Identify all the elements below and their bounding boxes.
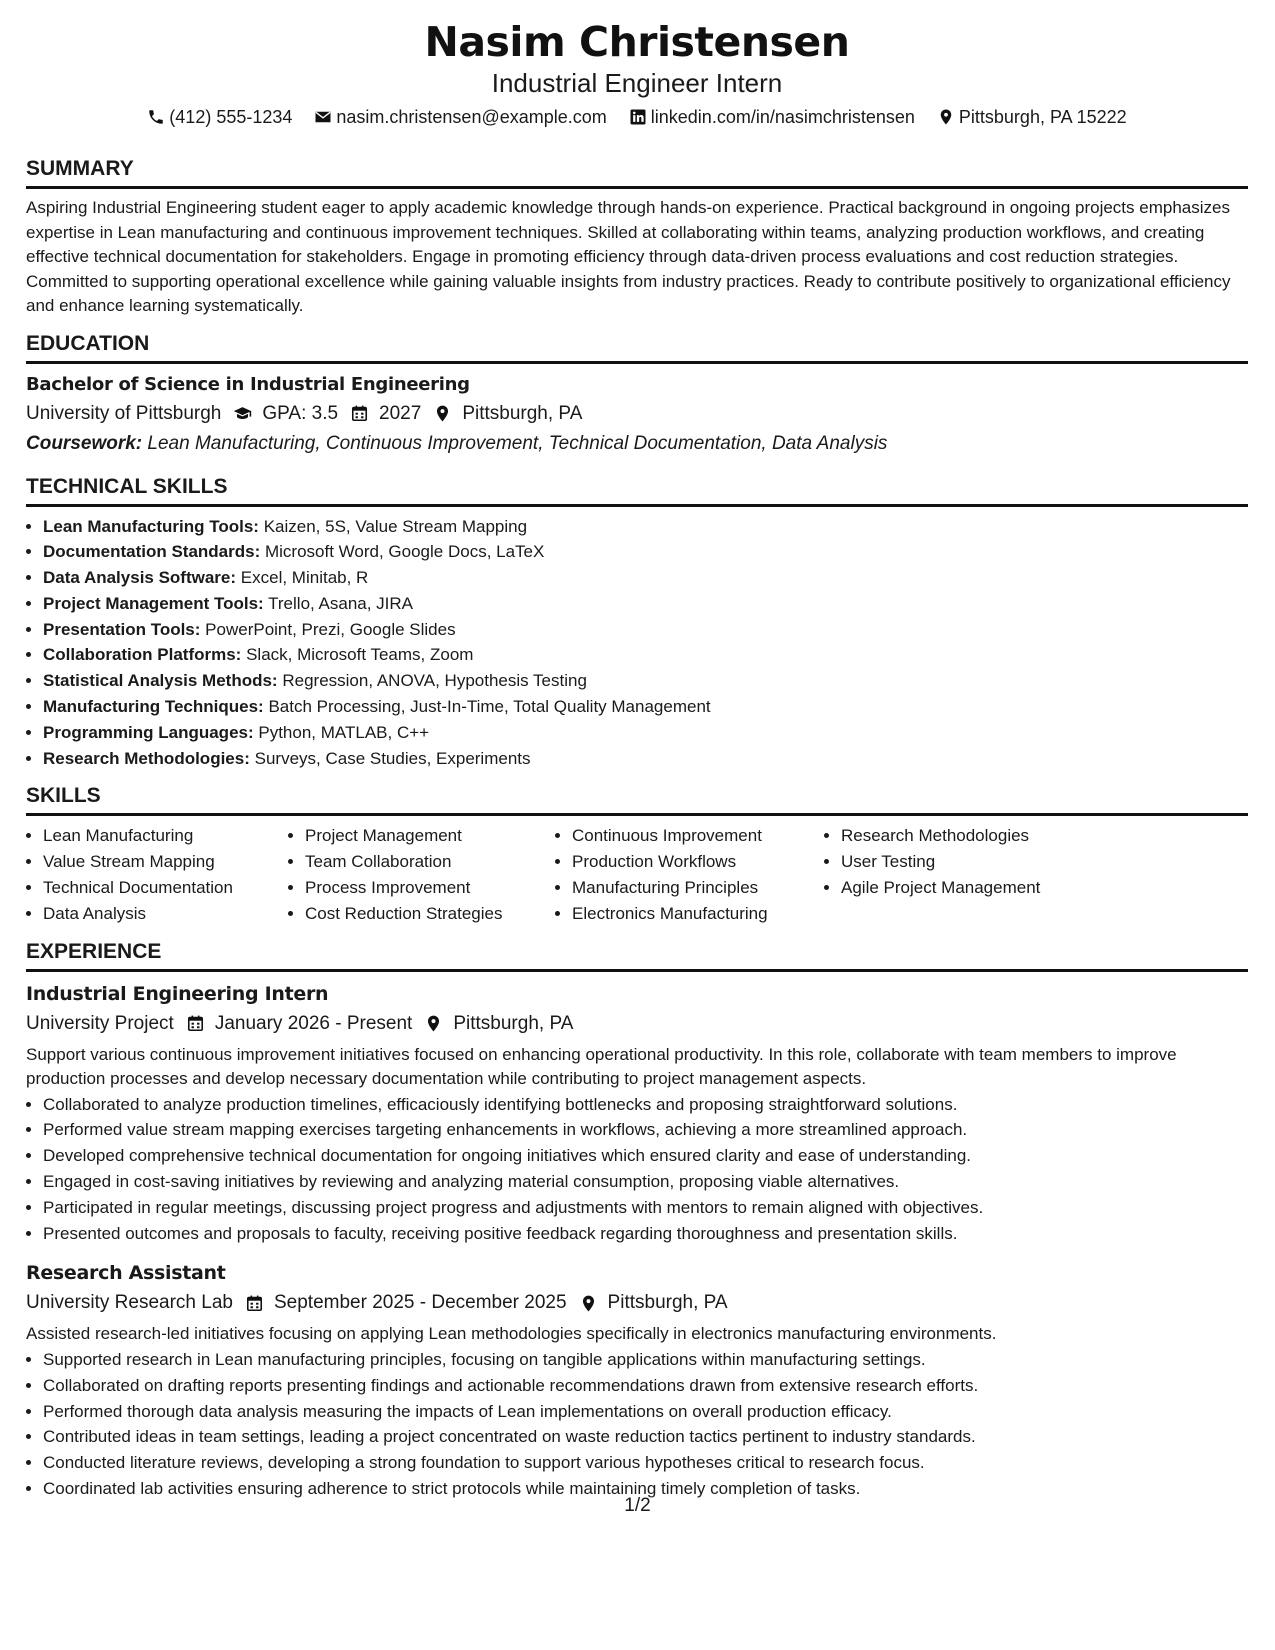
job-bullets [26, 1092, 1248, 1247]
skill-category-label: Statistical Analysis Methods: [43, 671, 278, 691]
section-title: EDUCATION [26, 331, 1248, 364]
skill-category-values: Microsoft Word, Google Docs, LaTeX [264, 542, 545, 562]
job-bullet: • Contributed ideas in team settings, leading a project concentrated on waste reduction tactics pertinent to industry standards. [43, 1424, 1248, 1450]
skill-item: • Team Collaboration [305, 849, 555, 875]
skills-column [824, 823, 1101, 926]
graduation-year: 2027 [379, 402, 422, 424]
job-meta [26, 1288, 1248, 1318]
calendar-icon [245, 1294, 264, 1313]
linkedin-icon [629, 108, 647, 126]
section-title: SKILLS [26, 783, 1248, 816]
coursework-line [26, 429, 1248, 459]
job-bullet: • Presented outcomes and proposals to faculty, receiving positive feedback regarding thoroughness and presentation skills. [43, 1221, 1248, 1247]
skill-item: • Process Improvement [305, 875, 555, 901]
job-description: Support various continuous improvement initiatives focused on enhancing operational productivity. In this role, collaborate with team members to improve production processes and develop necessary documentation while contributing to project management aspects. [26, 1044, 1177, 1089]
education-section [26, 331, 1248, 459]
technical-skill-item [43, 720, 1248, 746]
job-bullet: • Collaborated on drafting reports presenting findings and actionable recommendations drawn from extensive research efforts. [43, 1373, 1248, 1399]
page-number: 1/2 [624, 1495, 651, 1516]
job-bullets [26, 1347, 1248, 1502]
job-dates: January 2026 - Present [214, 1012, 413, 1034]
skill-category-values: PowerPoint, Prezi, Google Slides [205, 619, 456, 639]
job-location: Pittsburgh, PA [607, 1292, 728, 1314]
summary-text: Aspiring Industrial Engineering student eager to apply academic knowledge through hands-on experience. Practical background in ongoing projects emphasizes expertise in Lean manufacturing and continuous improvement techniques. Skilled at collaborating within teams, analyzing production workflows, and creating effective technical documentation for stakeholders. Engage in promoting efficiency through data-driven process evaluations and cost reduction strategies. Committed to supporting operational excellence while gaining valuable insights from industry practices. Ready to contribute positively to organizational efficiency and enhance learning systematically. [26, 198, 1231, 315]
map-pin-icon [937, 108, 955, 126]
gpa-text: GPA: 3.5 [262, 402, 339, 424]
job-bullet: • Performed thorough data analysis measuring the impacts of Lean implementations on overall production efficacy. [43, 1399, 1248, 1425]
technical-skill-item [43, 565, 1248, 591]
skill-category-values: Python, MATLAB, C++ [258, 722, 430, 742]
skill-item: • Technical Documentation [43, 875, 288, 901]
skill-item: • Value Stream Mapping [43, 849, 288, 875]
map-pin-icon [424, 1014, 443, 1033]
skill-category-values: Surveys, Case Studies, Experiments [254, 748, 531, 768]
skill-category-values: Kaizen, 5S, Value Stream Mapping [263, 516, 528, 536]
job-bullet: • Performed value stream mapping exercises targeting enhancements in workflows, achieving a more streamlined approach. [43, 1117, 1248, 1143]
job-bullet: • Coordinated lab activities ensuring adherence to strict protocols while maintaining timely completion of tasks. [43, 1476, 1248, 1502]
job-title: Industrial Engineering Intern [26, 982, 329, 1005]
skills-column [26, 823, 288, 926]
calendar-icon [350, 404, 369, 423]
education-location: Pittsburgh, PA [462, 402, 583, 424]
technical-skill-item [43, 642, 1248, 668]
skill-category-values: Trello, Asana, JIRA [268, 593, 414, 613]
technical-skill-item [43, 617, 1248, 643]
job-entry [26, 1258, 1248, 1501]
skill-item: • Agile Project Management [841, 875, 1101, 901]
skill-item: • Cost Reduction Strategies [305, 901, 555, 927]
map-pin-icon [579, 1294, 598, 1313]
skill-item: • User Testing [841, 849, 1101, 875]
skill-category-label: Documentation Standards: [43, 542, 261, 562]
skill-category-label: Research Methodologies: [43, 748, 250, 768]
technical-skill-item [43, 694, 1248, 720]
calendar-icon [186, 1014, 205, 1033]
technical-skill-item [43, 514, 1248, 540]
summary-section [26, 156, 1248, 319]
skills-grid [26, 823, 1248, 926]
education-meta [26, 399, 1248, 429]
skill-category-values: Slack, Microsoft Teams, Zoom [246, 645, 474, 665]
contact-bar [26, 104, 1248, 130]
skill-category-label: Lean Manufacturing Tools: [43, 516, 259, 536]
technical-skill-item [43, 746, 1248, 772]
job-organization: University Project [26, 1012, 174, 1034]
job-bullet: • Conducted literature reviews, developing a strong foundation to support various hypotheses critical to research focus. [43, 1450, 1248, 1476]
skill-category-label: Manufacturing Techniques: [43, 697, 264, 717]
location-text: Pittsburgh, PA 15222 [958, 107, 1127, 127]
skill-category-label: Programming Languages: [43, 722, 254, 742]
job-dates: September 2025 - December 2025 [273, 1292, 567, 1314]
job-description: Assisted research-led initiatives focusing on applying Lean methodologies specifically in electronics manufacturing environments. [26, 1324, 997, 1344]
skill-item: • Continuous Improvement [572, 823, 824, 849]
skill-category-label: Project Management Tools: [43, 593, 264, 613]
section-title: TECHNICAL SKILLS [26, 474, 1248, 507]
technical-skill-item [43, 539, 1248, 565]
skills-section [26, 783, 1248, 926]
skill-category-values: Batch Processing, Just-In-Time, Total Quality Management [268, 697, 711, 717]
job-bullet: • Engaged in cost-saving initiatives by reviewing and analyzing material consumption, proposing viable alternatives. [43, 1169, 1248, 1195]
experience-section [26, 939, 1248, 1502]
skill-item: • Production Workflows [572, 849, 824, 875]
graduation-cap-icon [233, 404, 252, 423]
email-text: nasim.christensen@example.com [336, 107, 607, 127]
job-bullet: • Participated in regular meetings, discussing project progress and adjustments with mentors to remain aligned with objectives. [43, 1195, 1248, 1221]
job-bullet: • Developed comprehensive technical documentation for ongoing initiatives which ensured clarity and ease of understanding. [43, 1143, 1248, 1169]
skill-item: • Manufacturing Principles [572, 875, 824, 901]
degree-title: Bachelor of Science in Industrial Engineering [26, 373, 470, 395]
skill-item: • Electronics Manufacturing [572, 901, 824, 927]
phone-icon [147, 108, 165, 126]
job-location: Pittsburgh, PA [453, 1012, 574, 1034]
contact-location [937, 104, 1127, 130]
skill-category-label: Presentation Tools: [43, 619, 201, 639]
skill-category-values: Excel, Minitab, R [240, 568, 369, 588]
section-title: EXPERIENCE [26, 939, 1248, 972]
skills-column [288, 823, 555, 926]
section-title: SUMMARY [26, 156, 1248, 189]
technical-skills-section [26, 474, 1248, 772]
technical-skills-list [26, 514, 1248, 772]
skill-item: • Lean Manufacturing [43, 823, 288, 849]
job-meta [26, 1009, 1248, 1039]
job-bullet: • Collaborated to analyze production timelines, efficaciously identifying bottlenecks and proposing straightforward solutions. [43, 1092, 1248, 1118]
coursework-label: Coursework: [26, 432, 143, 454]
job-organization: University Research Lab [26, 1292, 233, 1314]
phone-text: (412) 555-1234 [169, 107, 293, 127]
job-bullet: • Supported research in Lean manufacturing principles, focusing on tangible applications within manufacturing settings. [43, 1347, 1248, 1373]
skill-category-values: Regression, ANOVA, Hypothesis Testing [282, 671, 587, 691]
envelope-icon [314, 108, 332, 126]
contact-phone[interactable] [147, 104, 292, 130]
skills-column [555, 823, 824, 926]
skill-item: • Research Methodologies [841, 823, 1101, 849]
job-title: Research Assistant [26, 1262, 226, 1285]
linkedin-text: linkedin.com/in/nasimchristensen [650, 107, 915, 127]
school-name: University of Pittsburgh [26, 402, 222, 424]
skill-item: • Project Management [305, 823, 555, 849]
technical-skill-item [43, 591, 1248, 617]
skill-category-label: Data Analysis Software: [43, 568, 237, 588]
contact-linkedin[interactable] [629, 104, 915, 130]
candidate-role: Industrial Engineer Intern [491, 68, 783, 98]
skill-item: • Data Analysis [43, 901, 288, 927]
coursework-list: Lean Manufacturing, Continuous Improvement, Technical Documentation, Data Analysis [147, 432, 888, 454]
technical-skill-item [43, 668, 1248, 694]
resume-page [26, 18, 1248, 1502]
experience-list [26, 979, 1248, 1502]
job-entry [26, 979, 1248, 1247]
candidate-name: Nasim Christensen [424, 18, 850, 66]
skill-category-label: Collaboration Platforms: [43, 645, 242, 665]
contact-email[interactable] [314, 104, 606, 130]
map-pin-icon [433, 404, 452, 423]
